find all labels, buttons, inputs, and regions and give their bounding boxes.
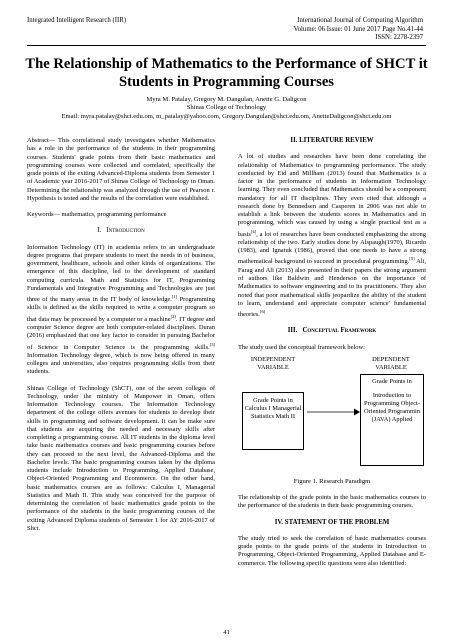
- journal-header-right: [294, 17, 423, 43]
- author-block: [20, 96, 433, 121]
- lit-text-b: , a lot of researches have been conducted emphasizing the strong relationship of the two. Early studies done by Alspaugh(1970), Ricardo (1983), and Ignatuk (1986), proved that one needs to have a strong mathematical background to succeed in procedural programming.: [238, 230, 426, 266]
- intro-title: Introduction: [106, 227, 145, 235]
- citation-4: [4]: [250, 228, 257, 234]
- framework-number: III.: [287, 327, 298, 335]
- independent-variable-label: INDEPENDENT VARIABLE: [250, 355, 296, 371]
- volume-line: Volume: 06 Issue: 01 June 2017 Page No.41-44: [293, 25, 423, 33]
- intro-text-c: . IT degree and computer Science degree are both computer-related disciplines. Duran (2016) emphasized that one key factor to consider in pursuing Bachelor of Science in Computer Science is the programming skills.: [27, 315, 215, 351]
- framework-explanation: The relationship of the grade points in the basic mathematics courses to the performance of the students in their basic programming courses.: [238, 494, 426, 510]
- intro-paragraph-1: [27, 244, 215, 377]
- journal-header-left: [27, 17, 126, 25]
- right-column: [238, 137, 426, 576]
- abstract: Abstract— This correlational study investigates whether Mathematics has a role in the performance of the students in their programming courses. Students' grade points from their basic mathematics and programming courses were collected and correlated, specifically the grade points of the exiting Advanced-Diploma students from Semester 1 of Academic year 2016-2017 of Shinas College of Technology in Oman. Determining the relationship was analyzed through the use of Pearson r. Hypothesis is tested and the results of the correlation were established.: [27, 137, 215, 202]
- citation-6: [6]: [260, 309, 266, 315]
- header-divider: [27, 45, 426, 46]
- journal-left-text: Integrated Intelligent Research (IIR): [27, 17, 127, 24]
- figure-caption: Figure 1. Research Paradigm: [293, 477, 371, 485]
- intro-number: I.: [97, 227, 102, 235]
- problem-statement-text: The study tried to seek the correlation of basic mathematics courses grade points to the grade points of the students in Introduction to Programming, Object-Oriented Programming, Applied Database and E-commerce. The following specific questions were also identified:: [238, 534, 426, 567]
- citation-2: [2]: [170, 313, 176, 319]
- independent-box-text: Grade Points in Calculus I Managerial Statistics Math II: [244, 396, 302, 420]
- lit-review-paragraph: [238, 153, 426, 319]
- framework-heading: [238, 327, 426, 335]
- citation-1: [1]: [171, 294, 178, 299]
- journal-name: International Journal of Computing Algorithm: [297, 17, 423, 24]
- research-paradigm-figure: [238, 356, 426, 474]
- issn: ISSN: 2278-2397: [375, 34, 423, 42]
- intro-paragraph-2: Shinas College of Technology (ShCT), one of the seven colleges of Technology, under the ministry of Manpower in Oman, offers Information Technology courses. The Information Technology department of the college offers avenues for students to develop their skills in programming and software development. It can be make sure that students are acquiring the needed and necessary skills after completing a programming course. All IT students in the diploma level take basic mathematics courses and basic programming courses before they can proceed to the next level, the Advanced-Diploma and the Bachelor levels. The basic programming courses taken by the diploma students include Introduction to Programming, Applied Database, Object-Oriented Programming and Ecommerce. On the other hand, basic mathematics courses are as follows: Calculus I, Managerial Statistics and Math II. This study was conceived for the purpose of determining the correlation of basic mathematics grade points to the performance of the students in the basic programming courses of the exiting Advanced Diploma students of Semester 1 for AY 2016-2017 of Shct.: [27, 384, 215, 532]
- intro-text-d: Information Technology degree, which is now being offered in many colleges and universities, also requires programming skills from their students.: [27, 351, 215, 376]
- framework-intro: The study used the conceptual framework below:: [238, 343, 365, 351]
- dependent-variable-label: DEPENDENT VARIABLE: [372, 355, 410, 371]
- paper-title: The Relationship of Mathematics to the Performance of SHCT it Students in Programming Courses: [25, 56, 428, 90]
- keywords: Keywords— mathematics, programming performance: [27, 211, 167, 218]
- citation-5: [5]: [409, 256, 415, 262]
- left-column: [27, 137, 215, 541]
- dependent-box-body: Introduction to Programming Object-Oriented Programmin (JAVA) Applied: [364, 391, 420, 423]
- affiliation: Shinas College of Technology: [186, 104, 267, 112]
- author-email: Email: myra.patalay@shct.edu.om, m_patalay@yahoo.com, Gregory.Dangulan@shct.edu.om, AnetteDaligcon@shct.edu.om: [61, 112, 392, 120]
- dependent-box-title: Grade Points in: [372, 377, 412, 385]
- lit-text-a: A lot of studies and researches have been done correlating the relationship of Mathematics to programming performance. The study conducted by Eid and Millham (2013) found that Mathematics is a factor in the performance of students in Information Technology learning. They even concluded that Mathematics should be a component mandatory for all IT disciplines. They even cited that although a research done by Bennedsen and Casperen in 2006 was not able to establish a link between the students scores in Mathematics and in programming, which was caused by using a single practical test as a basis: [238, 153, 426, 238]
- lit-text-c: Ali, Farag and Ali (2013) also presented in their papers the strong argument of authors like Baldwin and Henderson on the importance of Mathematics to software engineering and to its practitioners. They also noted that poor mathematical skills jeopardize the ability of the student to learn, understand and appreciate computer science' fundamental theories.: [238, 258, 427, 319]
- framework-title: Conceptual Framework: [302, 327, 377, 335]
- problem-statement-heading: IV. STATEMENT OF THE PROBLEM: [274, 518, 390, 526]
- dependent-variable-box: [360, 374, 424, 466]
- citation-3: [3]: [209, 341, 215, 347]
- intro-heading: [27, 227, 215, 235]
- independent-variable-box: [242, 392, 304, 450]
- author-names: Myra M. Patalay, Gregory M. Dangulan, Anette G. Daligcon: [146, 96, 307, 103]
- lit-review-heading: II. LITERATURE REVIEW: [290, 137, 374, 144]
- relationship-arrow: [306, 406, 360, 418]
- intro-text-b: Programming skills is defined as the skills required to write a computer program so that data may be processed by a computer or a machine: [27, 296, 215, 323]
- intro-text-a: Information Technology (IT) in academia refers to an undergraduate degree programs that prepare students to meet the needs in of business, government, healthcare, schools and other kinds of organizations. The emergence of this discipline, led to the development of standard computing curricula. Math and Statistics for IT, Programming Fundamentals and Integrative Programming and Technologies are just three of the many areas in the IT body of knowledge.: [27, 243, 215, 304]
- page-number: 41: [223, 629, 230, 636]
